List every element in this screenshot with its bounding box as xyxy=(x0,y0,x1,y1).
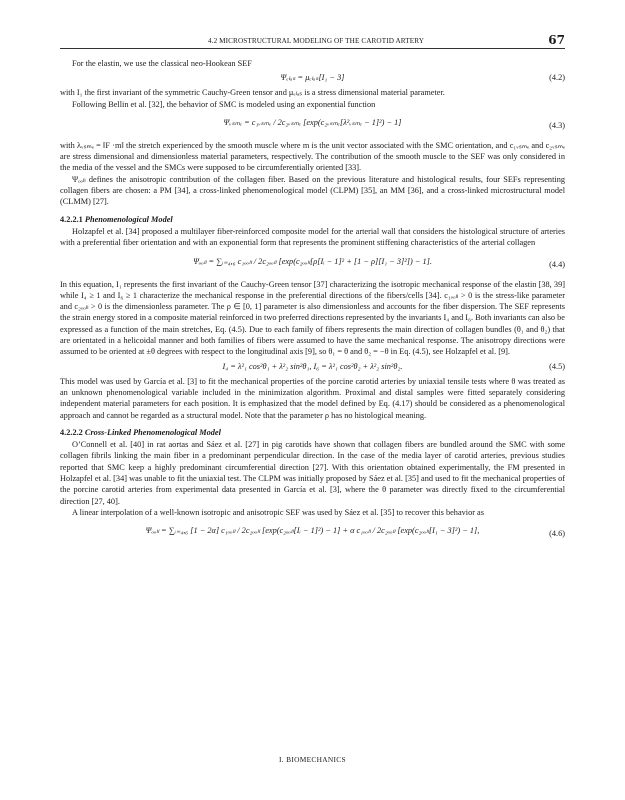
equation-number: (4.4) xyxy=(549,259,565,269)
equation-4-5 xyxy=(60,358,565,376)
equation-body: Ψₒₒₗₗ = ∑ᵢ₌₄,₆ [1 − 2α] c₁ₒₒₗₗ / 2c₂ₒₒₗₗ [exp(c₂ₒₒₗₗ[Iᵢ − 1]²) − 1] + α c₁ₒₒₗₗ / 2c₂ₒₒₗₗ [exp(c₂ₒₒₗₗ[I₁ − 3]²) − 1], xyxy=(145,526,480,536)
equation-4-6 xyxy=(60,518,565,548)
section-number: 4.2.2.2 xyxy=(60,427,83,437)
paragraph: with λᵥₛₘₑ = ‖F ·m‖ the stretch experienced by the smooth muscle where m is the unit vector associated with the SMC orientation, and c₁ᵥₛₘₑ and c₂ᵥₛₘₑ are stress dimensional and dimensionless material parameters, respectively. The contribution of the smooth muscle to the SEF was only considered in the media of the vessel and the SMCs were supposed to be circumferentially oriented [33]. xyxy=(60,140,565,173)
equation-body: Ψₒₒₗₗ = ∑ᵢ₌₄,₆ c₁ₒₒₗₗ / 2c₂ₒₒₗₗ [exp(c₂ₒₒₗₗ[ρ[Iᵢ − 1]² + [1 − ρ][I₁ − 3]²]) − 1]. xyxy=(193,256,432,266)
paragraph: Ψₒₒₗₗ defines the anisotropic contribution of the collagen fiber. Based on the previous literature and histological results, four SEFs representing collagen fibers are chosen: a PM [34], a cross-linked phenomenological model (CLPM) [35], an MM [36], and a cross-linked microstructural model (CLMM) [27]. xyxy=(60,174,565,207)
equation-number: (4.5) xyxy=(549,361,565,371)
equation-number: (4.3) xyxy=(549,120,565,130)
paragraph: In this equation, I₁ represents the first invariant of the Cauchy-Green tensor [37] characterizing the isotropic mechanical response of the elastin [38, 39] while I₄ ≥ 1 and I₆ ≥ 1 characterize the mechanical response in the preferential directions of the fibers/cells [34]. c₁ₒₒₗₗ > 0 is the stress-like parameter and c₂ₒₒₗₗ > 0 is the dimensionless parameter. The ρ ∈ [0, 1] parameter is also dimensionless and accounts for the fiber dispersion. The SEF represents the strain energy stored in a composite material reinforced in two preferred directions represented by the invariants I₄ and I₆. Both invariants can also be expressed as a function of the main stretches, Eq. (4.5). Due to each family of fibers represents the main direction of collagen bundles (θ₁ and θ₂) that are orientated in a helicoidal manner and both families of fibers were assumed to have the same mechanical response. The anisotropy directions were assumed to be oriented at ±θ degrees with respect to the longitudinal axis [9], so θ₁ = θ and θ₂ = −θ in Eq. (4.5), see Holzapfel et al. [9]. xyxy=(60,279,565,357)
paragraph: A linear interpolation of a well-known isotropic and anisotropic SEF was used by Sáez et al. [35] to recover this behavior as xyxy=(72,507,484,517)
paragraph: This model was used by García et al. [3] to fit the mechanical properties of the porcine carotid arteries by uniaxial tensile tests where θ was treated as an unknown phenomenological variable included in the minimization algorithm. Proximal and distal samples were fitted separately considering independent material parameters for each position. It is emphasized that the model defined by Eq. (4.17) should be considered as a phenomenological approach and cannot be regarded as a structural model. Note that the parameter ρ has no histological meaning. xyxy=(60,376,565,420)
header-rule xyxy=(60,48,565,49)
paragraph: For the elastin, we use the classical neo-Hookean SEF xyxy=(72,59,252,68)
running-title: 4.2 MICROSTRUCTURAL MODELING OF THE CAROTID ARTERY xyxy=(208,37,425,45)
section-heading xyxy=(60,427,565,438)
page-footer: I. BIOMECHANICS xyxy=(279,755,346,764)
section-title: Cross-Linked Phenomenological Model xyxy=(84,427,221,437)
paragraph: Holzapfel et al. [34] proposed a multilayer fiber-reinforced composite model for the arterial wall that considers the histological structure of arteries with a preferential fiber orientation and with an exponential form that represents the prominent stiffening characteristics of the arterial collagen xyxy=(60,226,565,248)
equation-body: Ψᵥₛₘₑ = c₁ᵥₛₘₑ / 2c₂ᵥₛₘₑ [exp(c₂ᵥₛₘₑ[λ²ᵥₛₘₑ − 1]²) − 1] xyxy=(223,117,402,127)
equation-body: I₄ = λ²₁ cos²θ₁ + λ²₂ sin²θ₁, I₆ = λ²₁ cos²θ₂ + λ²₂ sin²θ₂. xyxy=(222,361,403,371)
page-number: 67 xyxy=(548,33,565,47)
paragraph: O’Connell et al. [40] in rat aortas and Sáez et al. [27] in pig carotids have shown that collagen fibers are bundled around the SMC with some collagen fibrils linking the main fiber in a predominant perpendicular direction. In the case of the media layer of carotid arteries, previous studies reported that SMC keep a highly predominant circumferential direction [27]. With this orientation obtained experimentally, the FM presented in Holzapfel et al. [34] was unable to fit the uniaxial test. The CLPM was initially proposed by Sáez et al. [35] and used to fit the mechanical properties of the porcine carotid arteries from experimental data presented in García et al. [3], where the θ parameter was directly fixed to the circumferential direction [27, 40]. xyxy=(60,440,565,506)
equation-4-3 xyxy=(60,110,565,140)
equation-number: (4.6) xyxy=(549,529,565,539)
section-title: Phenomenological Model xyxy=(84,214,173,224)
equation-number: (4.2) xyxy=(549,73,565,83)
section-heading xyxy=(60,214,565,225)
paragraph: Following Bellin et al. [32], the behavior of SMC is modeled using an exponential function xyxy=(72,99,376,109)
equation-4-4 xyxy=(60,249,565,279)
equation-body: Ψₑₗₐₛ = μₑₗₐₛ[I₁ − 3] xyxy=(280,73,345,83)
section-number: 4.2.2.1 xyxy=(60,214,83,224)
body-text xyxy=(60,58,565,548)
paragraph: with I₁ the first invariant of the symmetric Cauchy-Green tensor and μₑₗₐₛ is a stress dimensional material parameter. xyxy=(60,88,445,98)
equation-4-2 xyxy=(60,69,565,87)
